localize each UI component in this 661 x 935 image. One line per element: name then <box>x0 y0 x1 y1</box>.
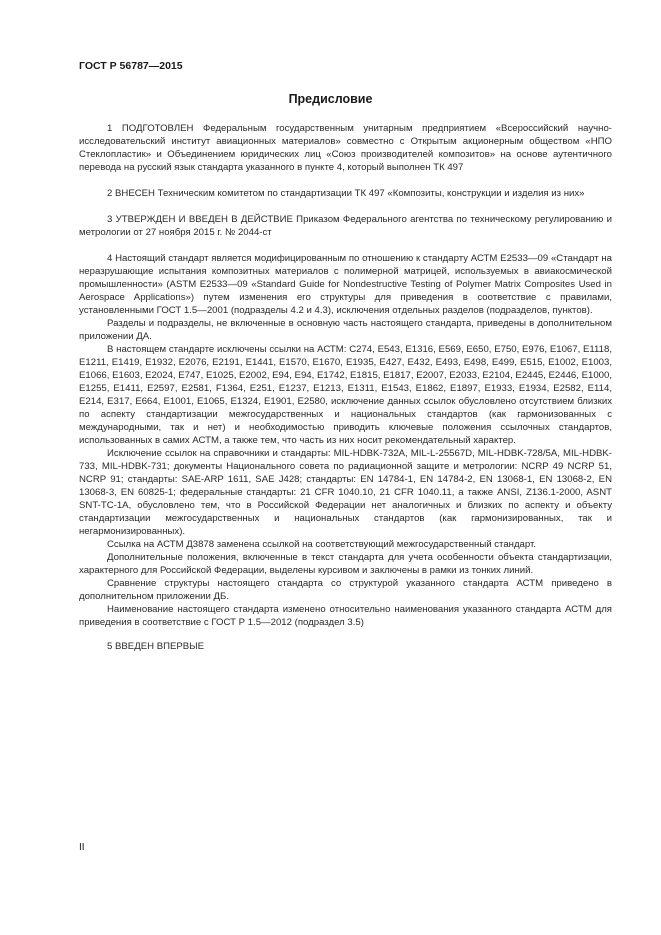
paragraph-d3878-replaced: Ссылка на АСТМ Д3878 заменена ссылкой на соответствующий межгосударственный стандарт. <box>107 539 537 550</box>
paragraph-modified-standard: 4 Настоящий стандарт является модифицированным по отношению к стандарту АСТМ Е2533—09 «Стандарт на неразрушающие испытания композитных материалов с полимерной матрицей, используемых в авиакосмической промышленности» (ASTM E2533—09 «Standard Guide for Nondestructive Testing of Polymer Matrix Composites Used in Aerospace Applications») путем изменения его структуры для приведения в соответствие с правилами, установленными ГОСТ 1.5—2001 (подразделы 4.2 и 4.3), исключения отдельных разделов (подразделов, пунктов). <box>79 253 612 316</box>
paragraph-introduced: 2 ВНЕСЕН Техническим комитетом по стандартизации ТК 497 «Композиты, конструкции и изделия из них» <box>107 188 585 199</box>
paragraph-structure-comparison: Сравнение структуры настоящего стандарта со структурой указанного стандарта АСТМ приведено в дополнительном приложении ДБ. <box>79 578 612 602</box>
preface-body <box>79 122 612 653</box>
paragraph-title-changed: Наименование настоящего стандарта изменено относительно наименования указанного стандарта АСТМ для приведения в соответствие с ГОСТ Р 1.5—2012 (подраздел 3.5) <box>79 604 612 628</box>
section-title: Предисловие <box>288 92 373 106</box>
paragraph-prepared: 1 ПОДГОТОВЛЕН Федеральным государственным унитарным предприятием «Всероссийский научно-исследовательский институт авиационных материалов» совместно с Открытым акционерным обществом «НПО Стеклопластик» и Объединением юридических лиц «Союз производителей композитов» на основе аутентичного перевода на русский язык стандарта указанного в пункте 4, который выполнен ТК 497 <box>79 123 612 173</box>
paragraph-additional-provisions: Дополнительные положения, включенные в текст стандарта для учета особенности объекта стандартизации, характерного для Российской Федерации, выделены курсивом и заключены в рамки из тонких линий. <box>79 552 612 576</box>
document-code: ГОСТ Р 56787—2015 <box>79 60 183 72</box>
paragraph-astm-references-excluded: В настоящем стандарте исключены ссылки на АСТМ: С274, Е543, Е1316, Е569, Е650, Е750, Е976, Е1067, Е1118, Е1211, Е1419, Е1932, Е2076, Е2191, Е1441, Е1570, Е1670, Е1935, Е427, Е432, Е493, Е498, Е499, Е515, Е1002, Е1003, Е1066, Е1603, Е2024, Е747, Е1025, Е2002, Е94, Е94, Е1742, Е1815, Е1817, Е2007, Е2033, Е2104, Е2445, Е2446, Е1000, Е1255, Е1411, Е2597, Е2581, F1364, Е251, Е1237, Е1213, Е1311, Е1543, Е1862, Е1897, Е1933, Е1934, Е2582, Е114, Е214, Е317, Е664, Е1001, Е1065, Е1324, Е1901, Е2580, исключение данных ссылок обусловлено отсутствием близких по аспекту стандартизации межгосударственных и национальных стандартов (как гармонизованных с международными, так и нет) и необходимостью приводить ключевые положения ссылочных стандартов, использованных в самих АСТМ, а также тем, что часть из них носит рекомендательный характер. <box>79 344 612 446</box>
paragraph-first-introduced: 5 ВВЕДЕН ВПЕРВЫЕ <box>107 641 205 652</box>
page-number: II <box>79 842 85 853</box>
paragraph-handbooks-excluded: Исключение ссылок на справочники и стандарты: MIL-HDBK-732A, MIL-L-25567D, MIL-HDBK-728/5A, MIL-HDBK-733, MIL-HDBK-731; документы Национального совета по радиационной защите и метрологии: NCRP 49 NCRP 51, NCRP 91; стандарты: SAE-ARP 1611, SAE J428; стандарты: EN 14784-1, EN 14784-2, EN 13068-1, EN 13068-2, EN 13068-3, EN 60825-1; федеральные стандарты: 21 CFR 1040.10, 21 CFR 1040.11, а также ANSI, Z136.1-2000, ASNT SNT-TC-1A, обусловлено тем, что в Российской Федерации нет аналогичных и близких по аспекту и объекту стандартизации межгосударственных и национальных стандартов (как гармонизированных, так и негармонизированных). <box>79 448 612 537</box>
paragraph-sections-excluded: Разделы и подразделы, не включенные в основную часть настоящего стандарта, приведены в дополнительном приложении ДА. <box>79 318 612 342</box>
paragraph-approved: 3 УТВЕРЖДЕН И ВВЕДЕН В ДЕЙСТВИЕ Приказом Федерального агентства по техническому регулированию и метрологии от 27 ноября 2015 г. № 2044-ст <box>79 214 612 238</box>
